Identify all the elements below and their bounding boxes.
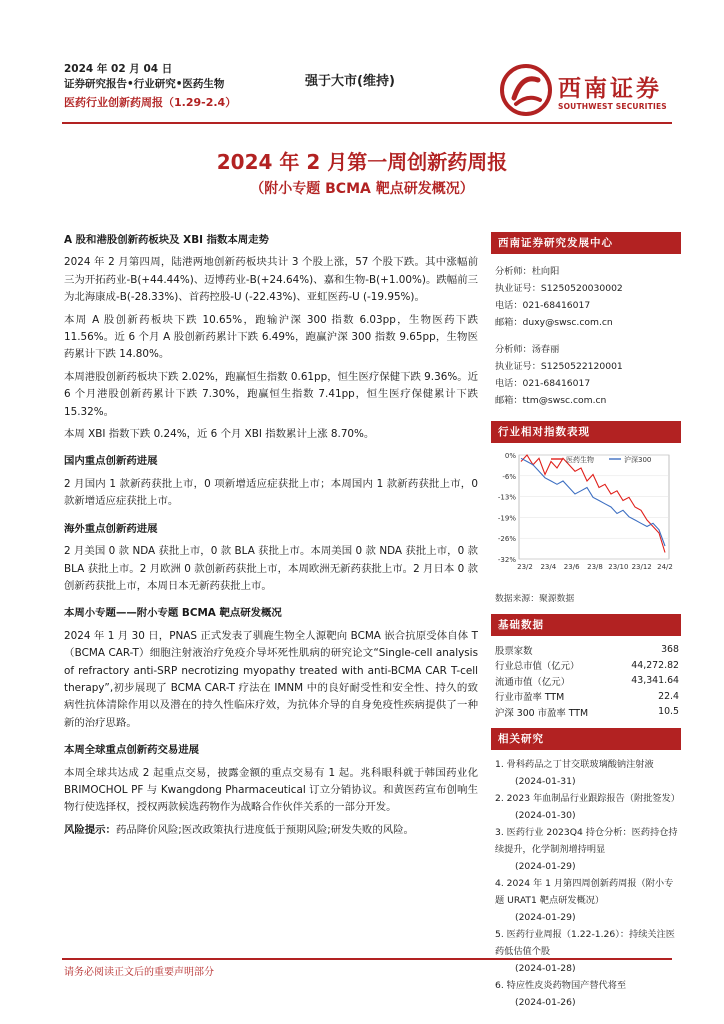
- header-divider: [62, 122, 672, 124]
- related-research-title[interactable]: 6. 特应性皮炎药物国产替代将至: [495, 979, 627, 991]
- y-tick-label: -6%: [502, 472, 516, 481]
- analyst-info: [491, 254, 681, 409]
- logo-english: SOUTHWEST SECURITIES: [558, 102, 667, 111]
- risk-warning: [64, 822, 478, 839]
- paragraph: 本周港股创新药板块下跌 2.02%，跑赢恒生指数 0.61pp，恒生医疗保健下跌 9.36%。近 6 个月港股创新药累计下跌 7.30%，跑赢恒生指数 7.41pp，恒生医疗保健累计下跌 15.32%。: [64, 370, 478, 418]
- related-research-item[interactable]: [495, 790, 679, 824]
- analyst-name: 分析师：汤春丽: [495, 344, 560, 355]
- y-tick-label: -32%: [497, 556, 516, 564]
- related-research-title[interactable]: 1. 骨科药品之丁甘交联玻璃酸钠注射液: [495, 758, 654, 770]
- rating: 强于大市(维持): [305, 74, 395, 89]
- report-title: 2024 年 2 月第一周创新药周报: [216, 150, 508, 174]
- analyst-cert: 执业证号：S1250520030002: [495, 283, 623, 294]
- paragraph: 2 月美国 0 款 NDA 获批上市，0 款 BLA 获批上市。本周美国 0 款 NDA 获批上市，0 款 BLA 获批上市。2 月欧洲 0 款创新药获批上市，本周欧洲无新药获批上市。2 月日本 0 款创新药获批上市，本周日本无新药获批上市。: [64, 545, 478, 592]
- basic-data-row: [491, 673, 681, 689]
- y-tick-label: -26%: [497, 535, 516, 544]
- basic-data-label: 行业总市值（亿元）: [495, 661, 580, 673]
- footer-divider: [62, 958, 672, 960]
- sidebar: [491, 232, 681, 1011]
- paragraph: 2024 年 1 月 30 日，PNAS 正式发表了驯鹿生物全人源靶向 BCMA 嵌合抗原受体自体 T（BCMA CAR-T）细胞注射液治疗免疫介导坏死性肌病的研究论文“Single-cell analysis of refractory anti-SRP necrotizing myopathy treated with anti-BCMA CAR T-cell therapy”,初步展现了 BCMA CAR-T 疗法在 IMNM 中的良好耐受性和安全性、持久的致病性抗体清除作用以及潜在的持久性临床疗效，为抗体介导的自身免疫性疾病提供了一种新的治疗思路。: [64, 629, 478, 729]
- basic-data-row: [491, 642, 681, 658]
- y-tick-label: -19%: [497, 514, 516, 523]
- analyst-name: 分析师：杜向阳: [495, 266, 560, 277]
- basic-data-label: 流通市值（亿元）: [495, 676, 571, 688]
- basic-data-table: [491, 642, 681, 720]
- risk-text: 药品降价风险;医改政策执行进度低于预期风险;研发失败的风险。: [115, 823, 414, 836]
- report-series: 医药行业创新药周报（1.29-2.4）: [64, 96, 237, 109]
- analyst-email[interactable]: 邮箱：duxy@swsc.com.cn: [495, 317, 613, 328]
- related-research-item[interactable]: [495, 926, 679, 977]
- x-tick-label: 23/2: [517, 563, 533, 571]
- y-tick-label: -13%: [497, 493, 516, 502]
- basic-data-value: 10.5: [658, 706, 679, 718]
- basic-data-value: 368: [661, 644, 679, 656]
- basic-data-label: 沪深 300 市盈率 TTM: [495, 707, 589, 719]
- main-content: [64, 232, 478, 844]
- y-tick-label: 0%: [504, 452, 516, 460]
- section-heading: 海外重点创新药进展: [64, 522, 158, 535]
- related-research-item[interactable]: [495, 875, 679, 926]
- x-tick-label: 23/4: [540, 563, 557, 571]
- series-line-1: [521, 455, 665, 553]
- report-meta: [64, 62, 236, 110]
- index-chart: [491, 443, 681, 591]
- related-research-item[interactable]: [495, 977, 679, 1011]
- x-tick-label: 23/10: [608, 563, 629, 571]
- x-tick-label: 23/6: [563, 563, 580, 571]
- section-heading: 国内重点创新药进展: [64, 455, 158, 468]
- research-center-header: 西南证券研究发展中心: [491, 232, 681, 254]
- paragraph: 本周 A 股创新药板块下跌 10.65%，跑输沪深 300 指数 6.03pp，生物医药下跌 11.56%。近 6 个月 A 股创新药累计下跌 6.49%，跑赢沪深 300 指数 9.65pp，生物医药累计下跌 14.80%。: [64, 313, 478, 361]
- footer-disclaimer: 请务必阅读正文后的重要声明部分: [64, 967, 214, 978]
- report-date: 2024 年 02 月 04 日: [64, 63, 173, 75]
- x-tick-label: 23/12: [631, 563, 652, 571]
- related-research-date: (2024-01-26): [515, 996, 576, 1008]
- chart-section-header: 行业相对指数表现: [491, 421, 681, 443]
- related-research-title[interactable]: 3. 医药行业 2023Q4 持仓分析：医药持仓持续提升，化学制剂增持明显: [495, 826, 678, 855]
- basic-data-row: [491, 689, 681, 705]
- x-tick-label: 23/8: [587, 563, 603, 571]
- section-heading: 本周全球重点创新药交易进展: [64, 744, 200, 757]
- series-line-2: [521, 458, 665, 546]
- related-research-title[interactable]: 4. 2024 年 1 月第四周创新药周报（附小专题 URAT1 靶点研发概况）: [495, 877, 674, 906]
- related-research-date: (2024-01-29): [515, 911, 576, 923]
- analyst-phone: 电话：021-68416017: [495, 300, 591, 311]
- related-research-title[interactable]: 5. 医药行业周报（1.22-1.26）：持续关注医药低估值个股: [495, 928, 675, 957]
- section-heading: 本周小专题——附小专题 BCMA 靶点研发概况: [64, 607, 282, 620]
- logo-emblem-icon: [500, 64, 552, 116]
- basic-data-row: [491, 704, 681, 720]
- basic-data-row: [491, 658, 681, 674]
- paragraph: 2 月国内 1 款新药获批上市，0 项新增适应症获批上市；本周国内 1 款新药获批上市，0 款新增适应症获批上市。: [64, 477, 478, 508]
- data-source: 数据来源：聚源数据: [495, 594, 575, 604]
- related-research-title[interactable]: 2. 2023 年血制品行业跟踪报告（附批签发）: [495, 792, 680, 804]
- report-category: 证券研究报告•行业研究•医药生物: [64, 78, 225, 90]
- logo-name: 西南证券: [558, 76, 662, 102]
- analyst-phone: 电话：021-68416017: [495, 378, 591, 389]
- basic-data-label: 股票家数: [495, 645, 533, 657]
- legend-label: 医药生物: [566, 456, 594, 464]
- index-chart-svg: [491, 443, 681, 591]
- report-subtitle: （附小专题 BCMA 靶点研发概况）: [250, 181, 474, 197]
- paragraph: 本周全球共达成 2 起重点交易，披露金额的重点交易有 1 起。兆科眼科就于韩国药业化 BRIMOCHOL PF 与 Kwangdong Pharmaceutical 订立分销协议。和黄医药宣布创响生物行使选择权，授权两款候选药物作为战略合作伙伴关系的一部分开发。: [64, 766, 478, 814]
- related-research-item[interactable]: [495, 756, 679, 790]
- related-research-item[interactable]: [495, 824, 679, 875]
- basic-data-value: 44,272.82: [631, 659, 679, 671]
- section-heading: A 股和港股创新药板块及 XBI 指数本周走势: [64, 234, 269, 246]
- related-research-date: (2024-01-29): [515, 860, 576, 872]
- company-logo: [500, 62, 680, 118]
- analyst-cert: 执业证号：S1250522120001: [495, 361, 623, 372]
- related-research-header: 相关研究: [491, 728, 681, 750]
- related-research-list: [491, 750, 681, 1011]
- related-research-date: (2024-01-28): [515, 962, 576, 974]
- basic-data-value: 43,341.64: [631, 675, 679, 687]
- basic-data-header: 基础数据: [491, 614, 681, 636]
- legend-label: 沪深300: [624, 456, 652, 464]
- x-tick-label: 24/2: [657, 563, 673, 571]
- paragraph: 本周 XBI 指数下跌 0.24%，近 6 个月 XBI 指数累计上涨 8.70%。: [64, 428, 375, 441]
- basic-data-label: 行业市盈率 TTM: [495, 692, 565, 704]
- risk-label: 风险提示：: [64, 823, 116, 836]
- paragraph: 2024 年 2 月第四周，陆港两地创新药板块共计 3 个股上涨，57 个股下跌。其中涨幅前三为开拓药业-B(+44.44%)、迈博药业-B(+24.64%)、嘉和生物-B(+1.00%)。跌幅前三为北海康成-B(-28.33%)、首药控股-U (-22.43%)、亚虹医药-U (-19.95%)。: [64, 256, 478, 304]
- chart-plot-area: [519, 455, 669, 559]
- analyst-email[interactable]: 邮箱：ttm@swsc.com.cn: [495, 395, 607, 406]
- related-research-date: (2024-01-30): [515, 809, 576, 821]
- related-research-date: (2024-01-31): [515, 775, 576, 787]
- basic-data-value: 22.4: [658, 690, 679, 702]
